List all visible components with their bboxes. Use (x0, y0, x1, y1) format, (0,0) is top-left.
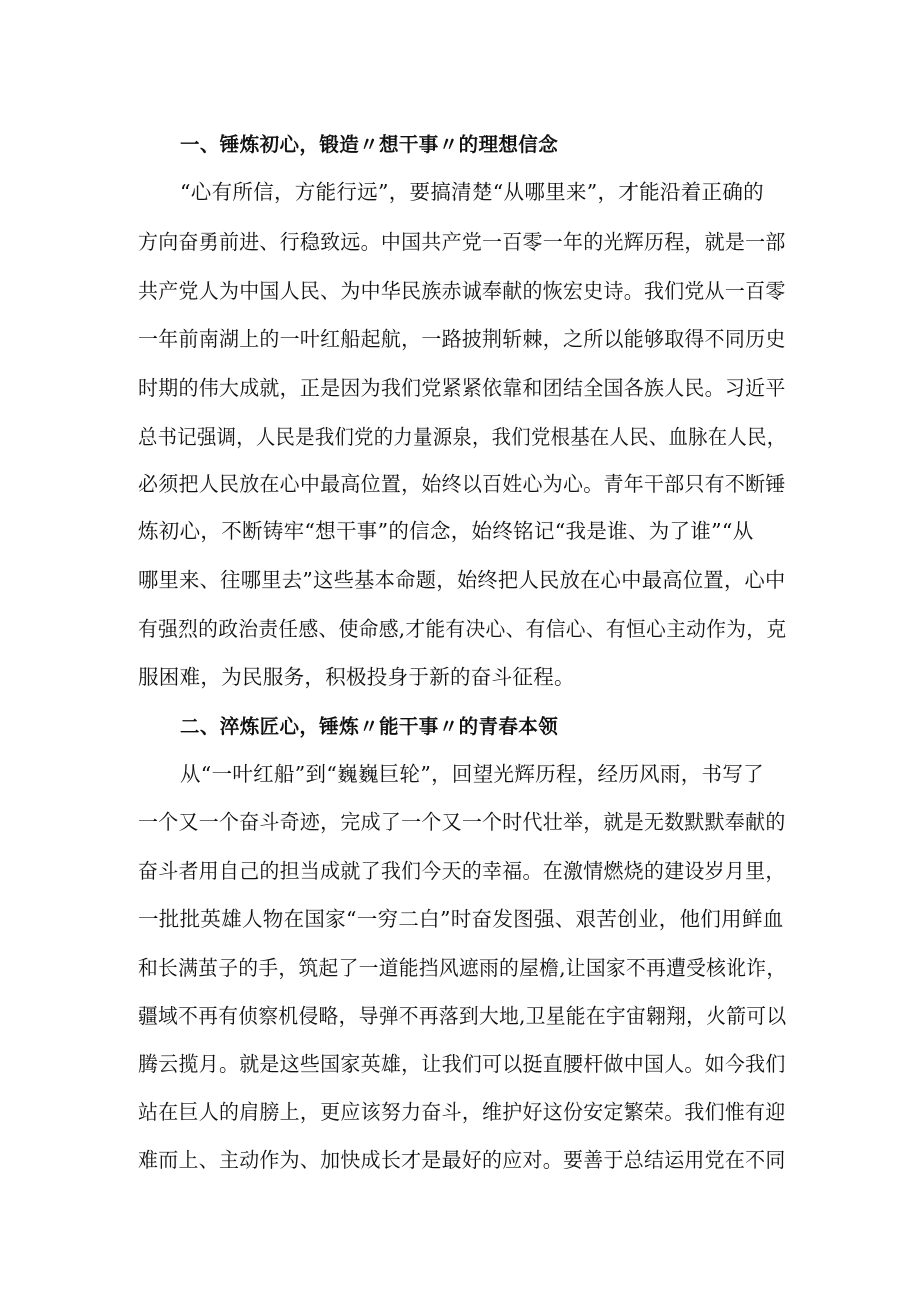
paragraph-line: 方向奋勇前进、行稳致远。中国共产党一百零一年的光辉历程，就是一部 (138, 230, 786, 254)
paragraph-line: 一个又一个奋斗奇迹，完成了一个又一个时代壮举，就是无数默默奉献的 (138, 810, 786, 834)
paragraph-line: 腾云揽月。就是这些国家英雄，让我们可以挺直腰杆做中国人。如今我们 (138, 1052, 786, 1076)
paragraph-line: 一批批英雄人物在国家“一穷二白”时奋发图强、艰苦创业，他们用鲜血 (138, 907, 784, 931)
paragraph-line: 站在巨人的肩膀上，更应该努力奋斗，维护好这份安定繁荣。我们惟有迎 (138, 1100, 786, 1124)
paragraph-line: 时期的伟大成就，正是因为我们党紧紧依靠和团结全国各族人民。习近平 (138, 376, 786, 400)
section-heading-1: 一、锤炼初心，锻造〃想干事〃的理想信念 (180, 133, 559, 156)
paragraph-line: 必须把人民放在心中最高位置，始终以百姓心为心。青年干部只有不断锤 (138, 472, 786, 496)
paragraph-line: 有强烈的政治责任感、使命感,才能有决心、有信心、有恒心主动作为，克 (138, 617, 787, 641)
paragraph-line: 一年前南湖上的一叶红船起航，一路披荆斩棘，之所以能够取得不同历史 (138, 327, 786, 351)
paragraph-line: “心有所信，方能行远”，要搞清楚“从哪里来”，才能沿着正确的 (180, 180, 764, 204)
paragraph-line: 炼初心，不断铸牢“想干事”的信念，始终铭记“我是谁、为了谁”“从 (138, 519, 754, 543)
paragraph-line: 难而上、主动作为、加快成长才是最好的应对。要善于总结运用党在不同 (138, 1148, 786, 1172)
section-heading-2: 二、淬炼匠心，锤炼〃能干事〃的青春本领 (180, 715, 559, 738)
paragraph-line: 疆域不再有侦察机侵略，导弹不再落到大地,卫星能在宇宙翱翔，火箭可以 (138, 1004, 787, 1028)
paragraph-line: 奋斗者用自己的担当成就了我们今天的幸福。在激情燃烧的建设岁月里， (138, 859, 786, 883)
paragraph-line: 和长满茧子的手，筑起了一道能挡风遮雨的屋檐,让国家不再遭受核讹诈， (138, 956, 787, 980)
paragraph-line: 哪里来、往哪里去”这些基本命题，始终把人民放在心中最高位置，心中 (138, 568, 786, 592)
paragraph-line: 共产党人为中国人民、为中华民族赤诚奉献的恢宏史诗。我们党从一百零 (138, 279, 786, 303)
paragraph-line: 服困难，为民服务，积极投身于新的奋斗征程。 (138, 665, 575, 689)
paragraph-line: 从“一叶红船”到“巍巍巨轮”，回望光辉历程，经历风雨，书写了 (180, 762, 764, 786)
paragraph-line: 总书记强调，人民是我们党的力量源泉，我们党根基在人民、血脉在人民， (138, 425, 787, 449)
